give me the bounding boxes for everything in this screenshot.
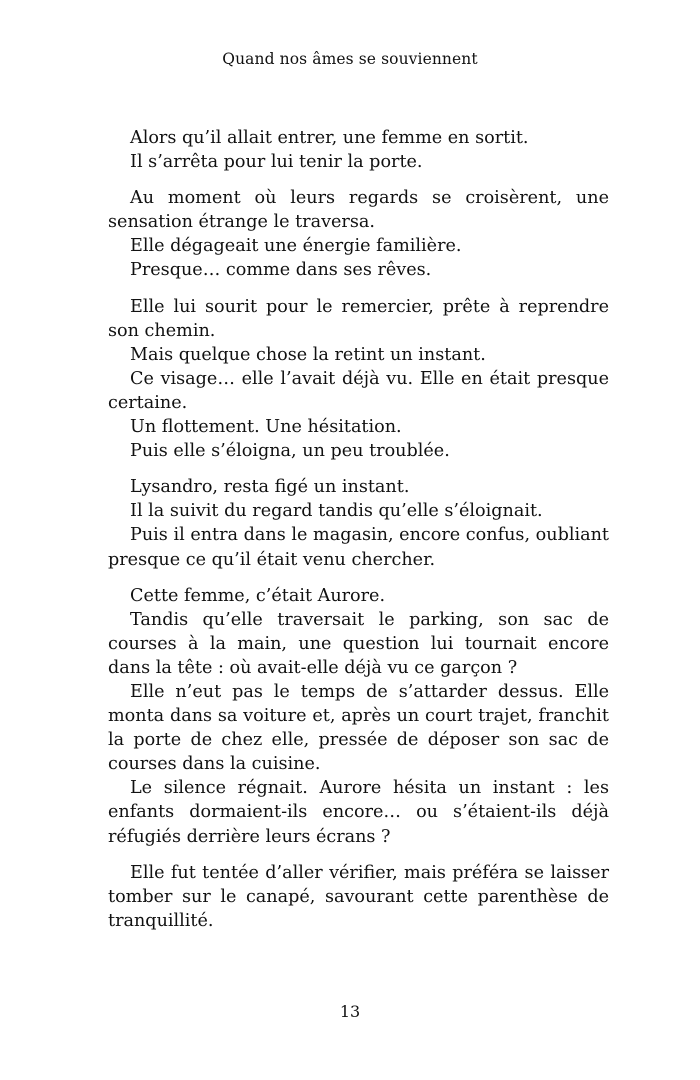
paragraph: Mais quelque chose la retint un instant. [130, 344, 486, 365]
paragraph: Elle n’eut pas le temps de s’attarder dessus. Elle monta dans sa voiture et, après un court trajet, franchit la porte de chez elle, pressée de déposer son sac de courses dans la cuisine. [108, 681, 609, 775]
body-text [108, 126, 609, 933]
paragraph: Lysandro, resta figé un instant. [130, 477, 410, 498]
paragraph: Puis il entra dans le magasin, encore confus, oubliant presque ce qu’il était venu chercher. [108, 525, 609, 570]
paragraph: Alors qu’il allait entrer, une femme en sortit. [130, 128, 529, 148]
running-header: Quand nos âmes se souviennent [222, 50, 478, 68]
paragraph: Presque… comme dans ses rêves. [130, 260, 432, 281]
paragraph: Cette femme, c’était Aurore. [130, 585, 386, 606]
paragraph: Il s’arrêta pour lui tenir la porte. [130, 152, 423, 173]
paragraph: Elle lui sourit pour le remercier, prête à reprendre son chemin. [108, 296, 609, 341]
paragraph: Puis elle s’éloigna, un peu troublée. [130, 441, 450, 462]
paragraph: Il la suivit du regard tandis qu’elle s’éloignait. [130, 501, 543, 522]
paragraph: Le silence régnait. Aurore hésita un instant : les enfants dormaient-ils encore… ou s’étaient-ils déjà réfugiés derrière leurs écrans ? [108, 778, 609, 847]
paragraph: Ce visage… elle l’avait déjà vu. Elle en était presque certaine. [108, 368, 609, 413]
page-number: 13 [339, 1002, 361, 1021]
paragraph: Elle fut tentée d’aller vérifier, mais préféra se laisser tomber sur le canapé, savourant cette parenthèse de tranquillité. [108, 862, 609, 931]
paragraph: Un flottement. Une hésitation. [130, 417, 402, 438]
paragraph: Elle dégageait une énergie familière. [130, 236, 462, 257]
paragraph: Au moment où leurs regards se croisèrent, une sensation étrange le traversa. [108, 188, 609, 233]
paragraph: Tandis qu’elle traversait le parking, son sac de courses à la main, une question lui tournait encore dans la tête : où avait-elle déjà vu ce garçon ? [108, 609, 609, 678]
